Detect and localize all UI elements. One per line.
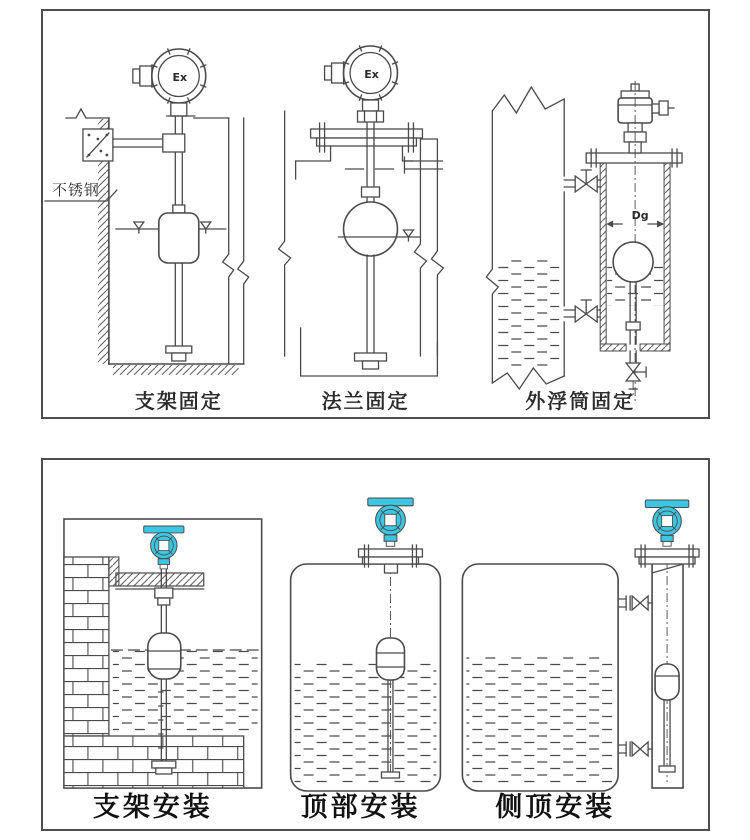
junction-box-transmitter-icon xyxy=(618,84,674,153)
water xyxy=(113,646,258,734)
rod-stop xyxy=(355,353,387,361)
rod-stop xyxy=(381,772,399,778)
figure-caption: 法兰固定 xyxy=(321,388,410,414)
figure-bracket-fixing xyxy=(45,49,249,413)
tank-wall-left xyxy=(486,111,498,383)
figure-caption: 支架固定 xyxy=(134,388,223,414)
ex-transmitter-icon xyxy=(133,49,206,116)
rod-stop xyxy=(659,766,675,772)
ex-marking: Ex xyxy=(364,67,379,82)
float-ball xyxy=(655,664,679,700)
dg-label: Dg xyxy=(631,208,649,223)
figure-caption: 外浮筒固定 xyxy=(525,388,636,414)
tank-wall-right-inner xyxy=(414,139,426,356)
rod-stop xyxy=(166,346,192,353)
side-nozzle xyxy=(404,157,442,173)
ex-transmitter-icon xyxy=(325,46,398,122)
tank-wall-left xyxy=(279,111,291,356)
bracket-arm xyxy=(113,139,165,147)
tank-break-bottom xyxy=(492,368,564,389)
fixing-methods-panel xyxy=(41,9,710,419)
tank-wall-inner xyxy=(223,118,234,364)
smart-transmitter-icon xyxy=(645,500,688,546)
water xyxy=(295,663,437,787)
float-ball xyxy=(376,638,404,680)
tank-wall-right-outer xyxy=(420,139,443,356)
smart-transmitter-icon xyxy=(144,526,184,569)
figure-chamber-fixing xyxy=(486,81,682,413)
float-ball xyxy=(148,633,181,679)
chamber-flange xyxy=(586,153,682,163)
figure-top-installation xyxy=(291,498,441,823)
level-symbol xyxy=(134,222,144,233)
wall-top-edge xyxy=(66,109,109,118)
installation-methods-panel xyxy=(41,458,710,831)
bracket-plate xyxy=(116,573,204,586)
lower-valve-icon xyxy=(618,742,652,756)
figure-caption: 支架安装 xyxy=(92,791,213,824)
upper-valve-icon xyxy=(564,170,600,192)
rod-stop xyxy=(152,761,176,768)
float-ball xyxy=(159,213,199,263)
level-symbol xyxy=(403,230,413,241)
figure-bracket-installation xyxy=(64,519,262,823)
figure-flange-fixing xyxy=(279,46,444,413)
upper-valve-icon xyxy=(618,596,652,610)
tank-wall-outer xyxy=(238,118,249,364)
level-symbol xyxy=(201,222,211,233)
tank-break-top xyxy=(492,87,564,113)
tank-water xyxy=(497,257,559,369)
floor-hatching xyxy=(113,365,239,375)
rod-clamp xyxy=(163,134,185,152)
figure-side-top-installation xyxy=(462,500,699,823)
water xyxy=(466,656,614,787)
brick-wall xyxy=(64,557,109,736)
float-ball xyxy=(344,202,398,256)
chamber-wall-right xyxy=(664,163,670,344)
chamber-wall-left xyxy=(600,163,606,344)
ex-marking: Ex xyxy=(172,70,188,85)
smart-transmitter-icon xyxy=(368,498,413,546)
figure-caption: 顶部安装 xyxy=(300,791,421,824)
material-note: 不锈钢 xyxy=(52,180,100,200)
lower-valve-icon xyxy=(564,300,600,322)
fixing-methods-drawing xyxy=(43,11,708,417)
figure-caption: 侧顶安装 xyxy=(495,791,616,824)
float-ball xyxy=(613,242,653,282)
chamber-bottom xyxy=(600,344,626,351)
installation-methods-drawing xyxy=(43,460,708,829)
